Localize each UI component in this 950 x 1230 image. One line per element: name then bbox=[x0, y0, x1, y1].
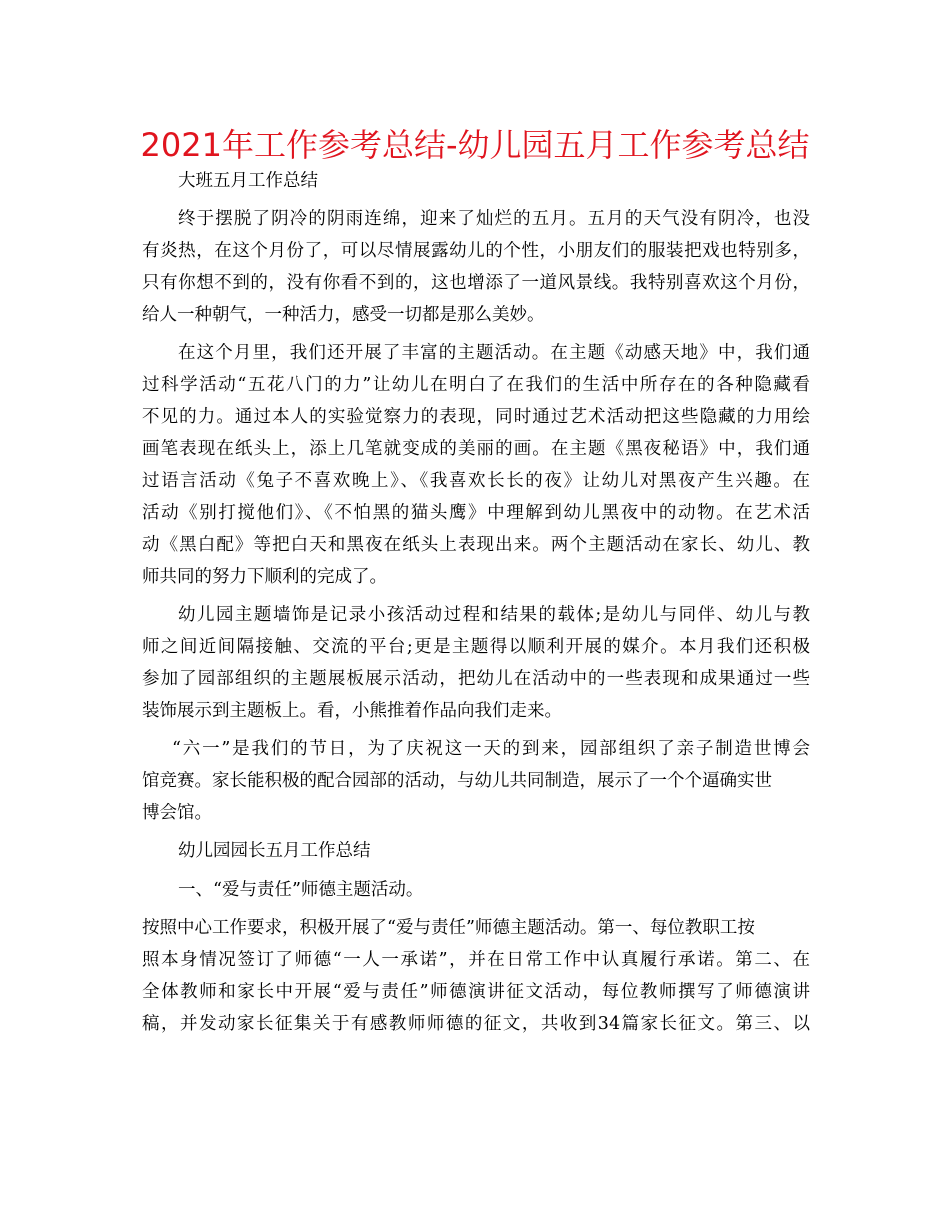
text-line: 馆竞赛。家长能积极的配合园部的活动，与幼儿共同制造，展示了一个个逼确实世 bbox=[142, 771, 772, 792]
text-line: 参加了园部组织的主题展板展示活动，把幼儿在活动中的一些表现和成果通过一些 bbox=[142, 668, 810, 689]
text-line: 在这个月里，我们还开展了丰富的主题活动。在主题《动感天地》中，我们通 bbox=[178, 343, 810, 364]
text-line: 有炎热，在这个月份了，可以尽情展露幼儿的个性，小朋友们的服装把戏也特别多， bbox=[142, 241, 810, 262]
text-line: 稿，并发动家长征集关于有感教师师德的征文，共收到34篇家长征文。第三、以 bbox=[142, 1013, 810, 1034]
text-line: “六一”是我们的节日，为了庆祝这一天的到来，园部组织了亲子制造世博会 bbox=[172, 739, 810, 760]
text-line: 画笔表现在纸头上，添上几笔就变成的美丽的画。在主题《黑夜秘语》中，我们通 bbox=[142, 439, 810, 460]
text-line: 装饰展示到主题板上。看，小熊推着作品向我们走来。 bbox=[142, 700, 562, 721]
text-line: 过科学活动“五花八门的力”让幼儿在明白了在我们的生活中所存在的各种隐藏看 bbox=[142, 375, 810, 396]
text-line: 活动《别打搅他们》、《不怕黑的猫头鹰》中理解到幼儿黑夜中的动物。在艺术活 bbox=[142, 502, 810, 523]
text-line: 动《黑白配》等把白天和黑夜在纸头上表现出来。两个主题活动在家长、幼儿、教 bbox=[142, 534, 810, 555]
text-line: 照本身情况签订了师德“一人一承诺”，并在日常工作中认真履行承诺。第二、在 bbox=[142, 949, 810, 970]
text-line: 全体教师和家长中开展“爱与责任”师德演讲征文活动，每位教师撰写了师德演讲 bbox=[142, 981, 810, 1002]
text-line: 幼儿园主题墙饰是记录小孩活动过程和结果的载体;是幼儿与同伴、幼儿与教 bbox=[178, 605, 810, 626]
document-title: 2021年工作参考总结-幼儿园五月工作参考总结 bbox=[140, 126, 810, 164]
text-line: 过语言活动《兔子不喜欢晚上》、《我喜欢长长的夜》让幼儿对黑夜产生兴趣。在 bbox=[142, 471, 810, 492]
document-body bbox=[142, 166, 810, 1041]
text-line: 一、“爱与责任”师德主题活动。 bbox=[178, 879, 424, 900]
text-line: 师共同的努力下顺利的完成了。 bbox=[142, 566, 387, 587]
text-line: 按照中心工作要求，积极开展了“爱与责任”师德主题活动。第一、每位教职工按 bbox=[142, 918, 755, 939]
text-line: 不见的力。通过本人的实验觉察力的表现，同时通过艺术活动把这些隐藏的力用绘 bbox=[142, 407, 810, 428]
text-line: 博会馆。 bbox=[142, 802, 212, 823]
text-line: 师之间近间隔接触、交流的平台;更是主题得以顺利开展的媒介。本月我们还积极 bbox=[142, 636, 810, 657]
text-line: 给人一种朝气，一种活力，感受一切都是那么美妙。 bbox=[142, 305, 545, 326]
text-line: 终于摆脱了阴冷的阴雨连绵，迎来了灿烂的五月。五月的天气没有阴冷，也没 bbox=[178, 209, 810, 230]
text-line: 幼儿园园长五月工作总结 bbox=[178, 841, 371, 862]
text-line: 只有你想不到的，没有你看不到的，这也增添了一道风景线。我特别喜欢这个月份， bbox=[142, 273, 810, 294]
text-line: 大班五月工作总结 bbox=[178, 171, 318, 191]
